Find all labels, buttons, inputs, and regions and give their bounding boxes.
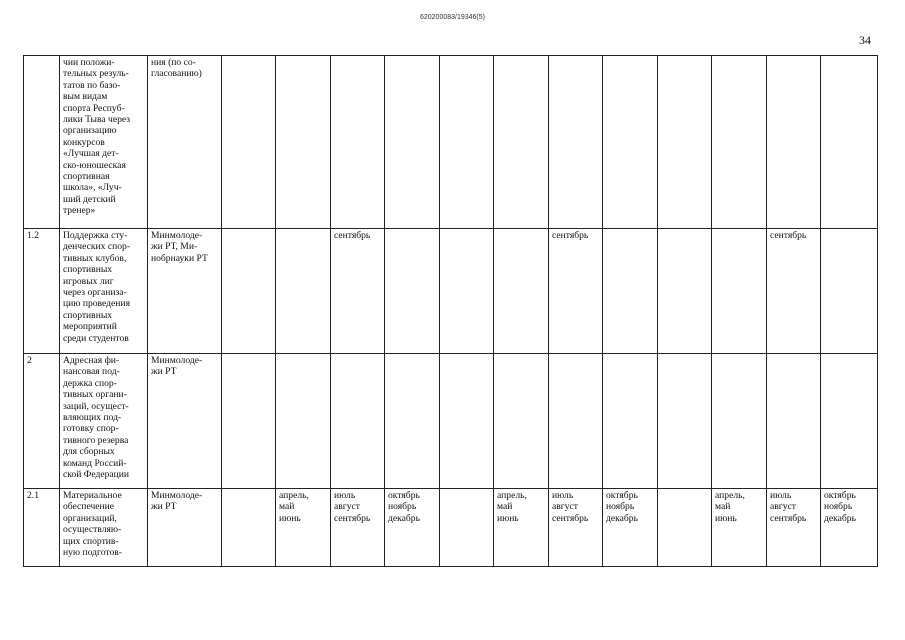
period-cell xyxy=(331,489,385,567)
cell-line: июнь xyxy=(715,512,737,524)
cell-line: конкурсов xyxy=(63,136,105,148)
cell-line: мероприятий xyxy=(63,321,117,333)
cell-line: спортивная xyxy=(63,171,110,183)
cell-line: сентябрь xyxy=(552,512,589,524)
period-cell xyxy=(767,489,821,567)
cell-line: спортивных xyxy=(63,264,113,276)
period-cell xyxy=(658,354,712,489)
cell-line: июль xyxy=(770,490,792,501)
cell-line: тельных резуль- xyxy=(63,68,129,80)
cell-line: октябрь xyxy=(606,490,638,501)
cell-line: игровых лиг xyxy=(63,275,114,287)
event-name-cell xyxy=(60,489,148,567)
cell-line: тренер» xyxy=(63,205,96,217)
cell-line: май xyxy=(279,501,295,513)
table-row xyxy=(24,354,878,489)
schedule-table xyxy=(23,55,878,567)
cell-line: тивного резерва xyxy=(63,434,129,446)
cell-line: ско-юношеская xyxy=(63,159,126,171)
cell-line: май xyxy=(715,501,731,513)
cell-line: май xyxy=(497,501,513,513)
cell-line: жи РТ xyxy=(151,501,177,513)
cell-line: цию проведения xyxy=(63,298,130,310)
executor-cell xyxy=(148,489,222,567)
period-cell xyxy=(821,56,878,229)
period-cell xyxy=(603,489,658,567)
cell-line: июль xyxy=(552,490,574,501)
cell-line: для сборных xyxy=(63,446,115,458)
period-cell xyxy=(549,229,603,354)
cell-line: декабрь xyxy=(606,512,638,524)
cell-line: организаций, xyxy=(63,512,117,524)
cell-line: ноябрь xyxy=(824,501,853,513)
cell-line: сентябрь xyxy=(334,230,371,241)
cell-line: команд Россий- xyxy=(63,457,127,469)
cell-line: сентябрь xyxy=(770,512,807,524)
period-cell xyxy=(712,489,767,567)
cell-line: держка спор- xyxy=(63,377,117,389)
cell-line: спорта Респуб- xyxy=(63,102,125,114)
period-cell xyxy=(603,354,658,489)
cell-line: декабрь xyxy=(388,512,420,524)
cell-line: август xyxy=(552,501,578,513)
executor-cell xyxy=(148,56,222,229)
cell-line: осуществляю- xyxy=(63,524,122,536)
cell-line: ния (по со- xyxy=(151,57,196,68)
period-cell xyxy=(222,354,276,489)
period-cell xyxy=(549,489,603,567)
row-number-cell: 2.1 xyxy=(24,489,60,567)
period-cell xyxy=(549,354,603,489)
cell-line: апрель, xyxy=(497,490,527,501)
cell-line: Адресная фи- xyxy=(63,355,120,366)
period-cell xyxy=(385,489,440,567)
period-cell xyxy=(331,229,385,354)
cell-line: чии положи- xyxy=(63,57,115,68)
cell-line: татов по базо- xyxy=(63,79,121,91)
cell-line: нобрнауки РТ xyxy=(151,252,208,264)
cell-line: апрель, xyxy=(279,490,309,501)
page-number: 34 xyxy=(859,33,871,47)
cell-line: Материальное xyxy=(63,490,122,501)
period-cell xyxy=(494,489,549,567)
cell-line: декабрь xyxy=(824,512,856,524)
period-cell xyxy=(821,489,878,567)
period-cell xyxy=(222,229,276,354)
period-cell xyxy=(440,354,494,489)
cell-line: тивных органи- xyxy=(63,389,127,401)
cell-line: ший детский xyxy=(63,193,116,205)
cell-line: вляющих под- xyxy=(63,412,122,424)
period-cell xyxy=(276,56,331,229)
period-cell xyxy=(440,489,494,567)
cell-line: октябрь xyxy=(824,490,856,501)
period-cell xyxy=(222,56,276,229)
event-name-cell xyxy=(60,229,148,354)
cell-line: лики Тыва через xyxy=(63,114,131,126)
cell-line: заций, осущест- xyxy=(63,400,129,412)
cell-line: апрель, xyxy=(715,490,745,501)
period-cell xyxy=(767,354,821,489)
cell-line: октябрь xyxy=(388,490,420,501)
cell-line: ную подготов- xyxy=(63,547,122,559)
event-name-cell xyxy=(60,354,148,489)
cell-line: организацию xyxy=(63,125,117,137)
cell-line: вым видам xyxy=(63,91,108,103)
cell-line: щих спортив- xyxy=(63,535,119,547)
cell-line: через организа- xyxy=(63,287,127,299)
cell-line: спортивных xyxy=(63,309,113,321)
period-cell xyxy=(494,56,549,229)
period-cell xyxy=(440,56,494,229)
table-row xyxy=(24,229,878,354)
period-cell xyxy=(603,229,658,354)
cell-line: июль xyxy=(334,490,356,501)
period-cell xyxy=(767,229,821,354)
cell-line: сентябрь xyxy=(334,512,371,524)
row-number-cell: 2 xyxy=(24,354,60,489)
period-cell xyxy=(494,354,549,489)
executor-cell xyxy=(148,354,222,489)
cell-line: август xyxy=(334,501,360,513)
executor-cell xyxy=(148,229,222,354)
event-name-cell xyxy=(60,56,148,229)
period-cell xyxy=(222,489,276,567)
period-cell xyxy=(821,229,878,354)
period-cell xyxy=(276,354,331,489)
cell-line: гласованию) xyxy=(151,68,202,80)
cell-line: Минмолоде- xyxy=(151,355,203,366)
cell-line: Поддержка сту- xyxy=(63,230,128,241)
cell-line: ноябрь xyxy=(606,501,635,513)
period-cell xyxy=(385,56,440,229)
row-number-cell: 1.2 xyxy=(24,229,60,354)
cell-line: денческих спор- xyxy=(63,241,131,253)
period-cell xyxy=(603,56,658,229)
period-cell xyxy=(331,354,385,489)
period-cell xyxy=(767,56,821,229)
period-cell xyxy=(440,229,494,354)
cell-line: сентябрь xyxy=(552,230,589,241)
cell-line: ской Федерации xyxy=(63,469,130,481)
document-id: 620200083/19346(5) xyxy=(419,14,485,21)
period-cell xyxy=(385,354,440,489)
cell-line: сентябрь xyxy=(770,230,807,241)
period-cell xyxy=(549,56,603,229)
cell-line: ноябрь xyxy=(388,501,417,513)
table-row xyxy=(24,56,878,229)
period-cell xyxy=(658,489,712,567)
cell-line: июнь xyxy=(497,512,519,524)
period-cell xyxy=(712,354,767,489)
period-cell xyxy=(658,56,712,229)
period-cell xyxy=(276,489,331,567)
period-cell xyxy=(712,229,767,354)
cell-line: жи РТ, Ми- xyxy=(151,241,198,253)
period-cell xyxy=(821,354,878,489)
period-cell xyxy=(276,229,331,354)
period-cell xyxy=(712,56,767,229)
cell-line: Минмолоде- xyxy=(151,490,203,501)
table-row xyxy=(24,489,878,567)
cell-line: август xyxy=(770,501,796,513)
period-cell xyxy=(385,229,440,354)
cell-line: школа», «Луч- xyxy=(63,182,122,194)
cell-line: жи РТ xyxy=(151,366,177,378)
cell-line: обеспечение xyxy=(63,501,115,513)
cell-line: «Лучшая дет- xyxy=(63,148,119,160)
cell-line: тивных клубов, xyxy=(63,252,127,264)
period-cell xyxy=(658,229,712,354)
period-cell xyxy=(494,229,549,354)
cell-line: Минмолоде- xyxy=(151,230,203,241)
cell-line: июнь xyxy=(279,512,301,524)
cell-line: среди студентов xyxy=(63,332,129,344)
cell-line: нансовая под- xyxy=(63,366,120,378)
cell-line: готовку спор- xyxy=(63,423,119,435)
row-number-cell xyxy=(24,56,60,229)
period-cell xyxy=(331,56,385,229)
